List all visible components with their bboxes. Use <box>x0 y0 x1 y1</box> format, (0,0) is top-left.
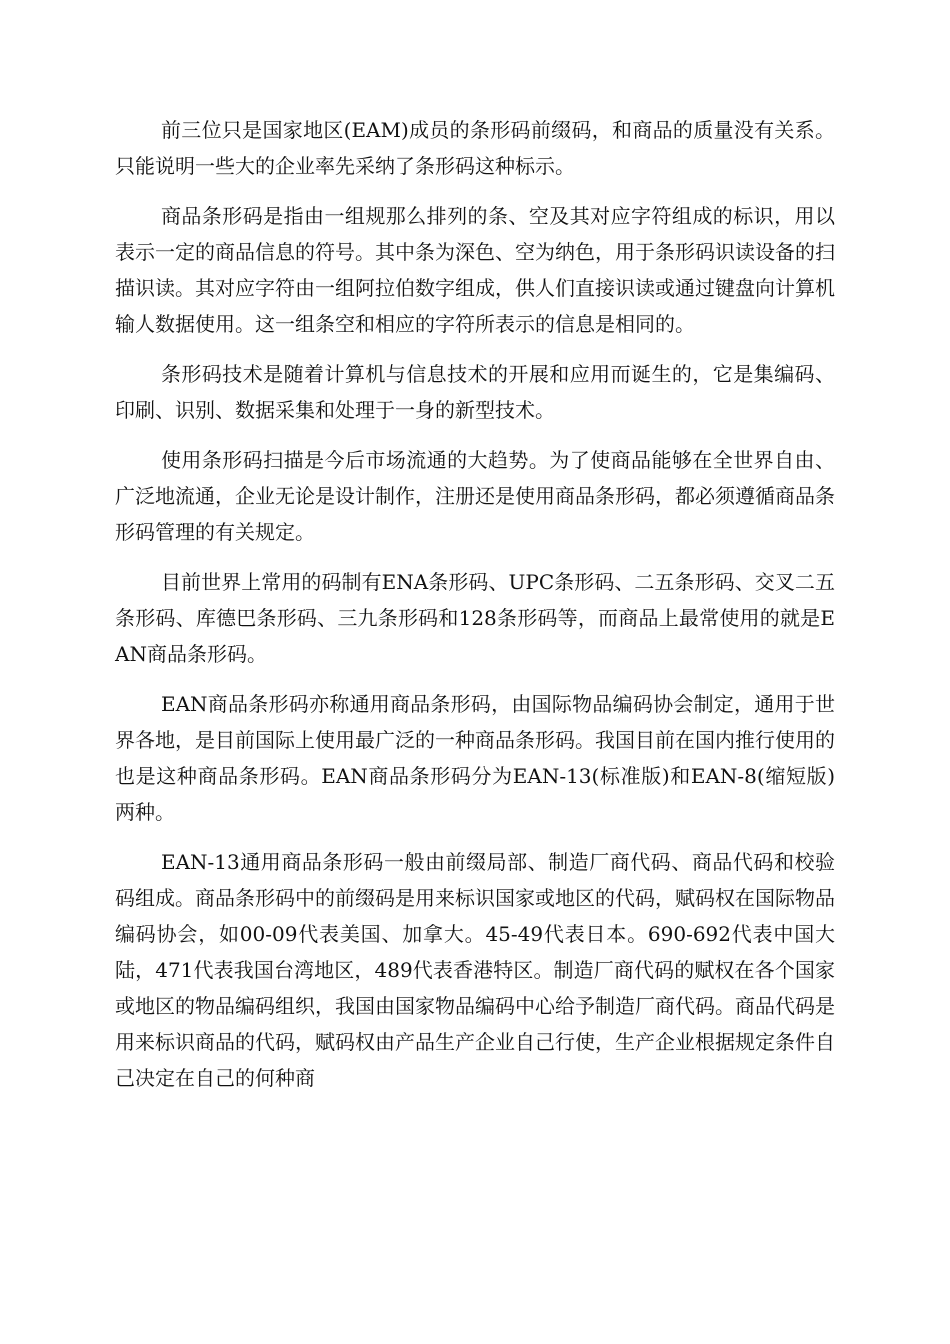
paragraph-ean-barcode: EAN商品条形码亦称通用商品条形码，由国际物品编码协会制定，通用于世界各地，是目前国际上使用最广泛的一种商品条形码。我国目前在国内推行使用的也是这种商品条形码。EAN商品条形码分为EAN-13(标准版)和EAN-8(缩短版)两种。 <box>115 692 835 824</box>
paragraph-barcode-definition: 商品条形码是指由一组规那么排列的条、空及其对应字符组成的标识，用以表示一定的商品信息的符号。其中条为深色、空为纳色，用于条形码识读设备的扫描识读。其对应字符由一组阿拉伯数字组成，供人们直接识读或通过键盘向计算机输人数据使用。这一组条空和相应的字符所表示的信息是相同的。 <box>115 204 835 336</box>
paragraph-barcode-technology: 条形码技术是随着计算机与信息技术的开展和应用而诞生的，它是集编码、印刷、识别、数据采集和处理于一身的新型技术。 <box>115 362 835 422</box>
paragraph-common-codes: 目前世界上常用的码制有ENA条形码、UPC条形码、二五条形码、交叉二五条形码、库德巴条形码、三九条形码和128条形码等，而商品上最常使用的就是EAN商品条形码。 <box>115 570 835 666</box>
document-body <box>115 112 835 1110</box>
paragraph-prefix-code: 前三位只是国家地区(EAM)成员的条形码前缀码，和商品的质量没有关系。只能说明一些大的企业率先采纳了条形码这种标示。 <box>115 118 835 178</box>
paragraph-barcode-trend: 使用条形码扫描是今后市场流通的大趋势。为了使商品能够在全世界自由、广泛地流通，企业无论是设计制作，注册还是使用商品条形码，都必须遵循商品条形码管理的有关规定。 <box>115 448 835 544</box>
paragraph-ean13-structure: EAN-13通用商品条形码一般由前缀局部、制造厂商代码、商品代码和校验码组成。商品条形码中的前缀码是用来标识国家或地区的代码，赋码权在国际物品编码协会，如00-09代表美国、加拿大。45-49代表日本。690-692代表中国大陆，471代表我国台湾地区，489代表香港特区。制造厂商代码的赋权在各个国家或地区的物品编码组织，我国由国家物品编码中心给予制造厂商代码。商品代码是用来标识商品的代码，赋码权由产品生产企业自己行使，生产企业根据规定条件自己决定在自己的何种商 <box>115 850 835 1090</box>
